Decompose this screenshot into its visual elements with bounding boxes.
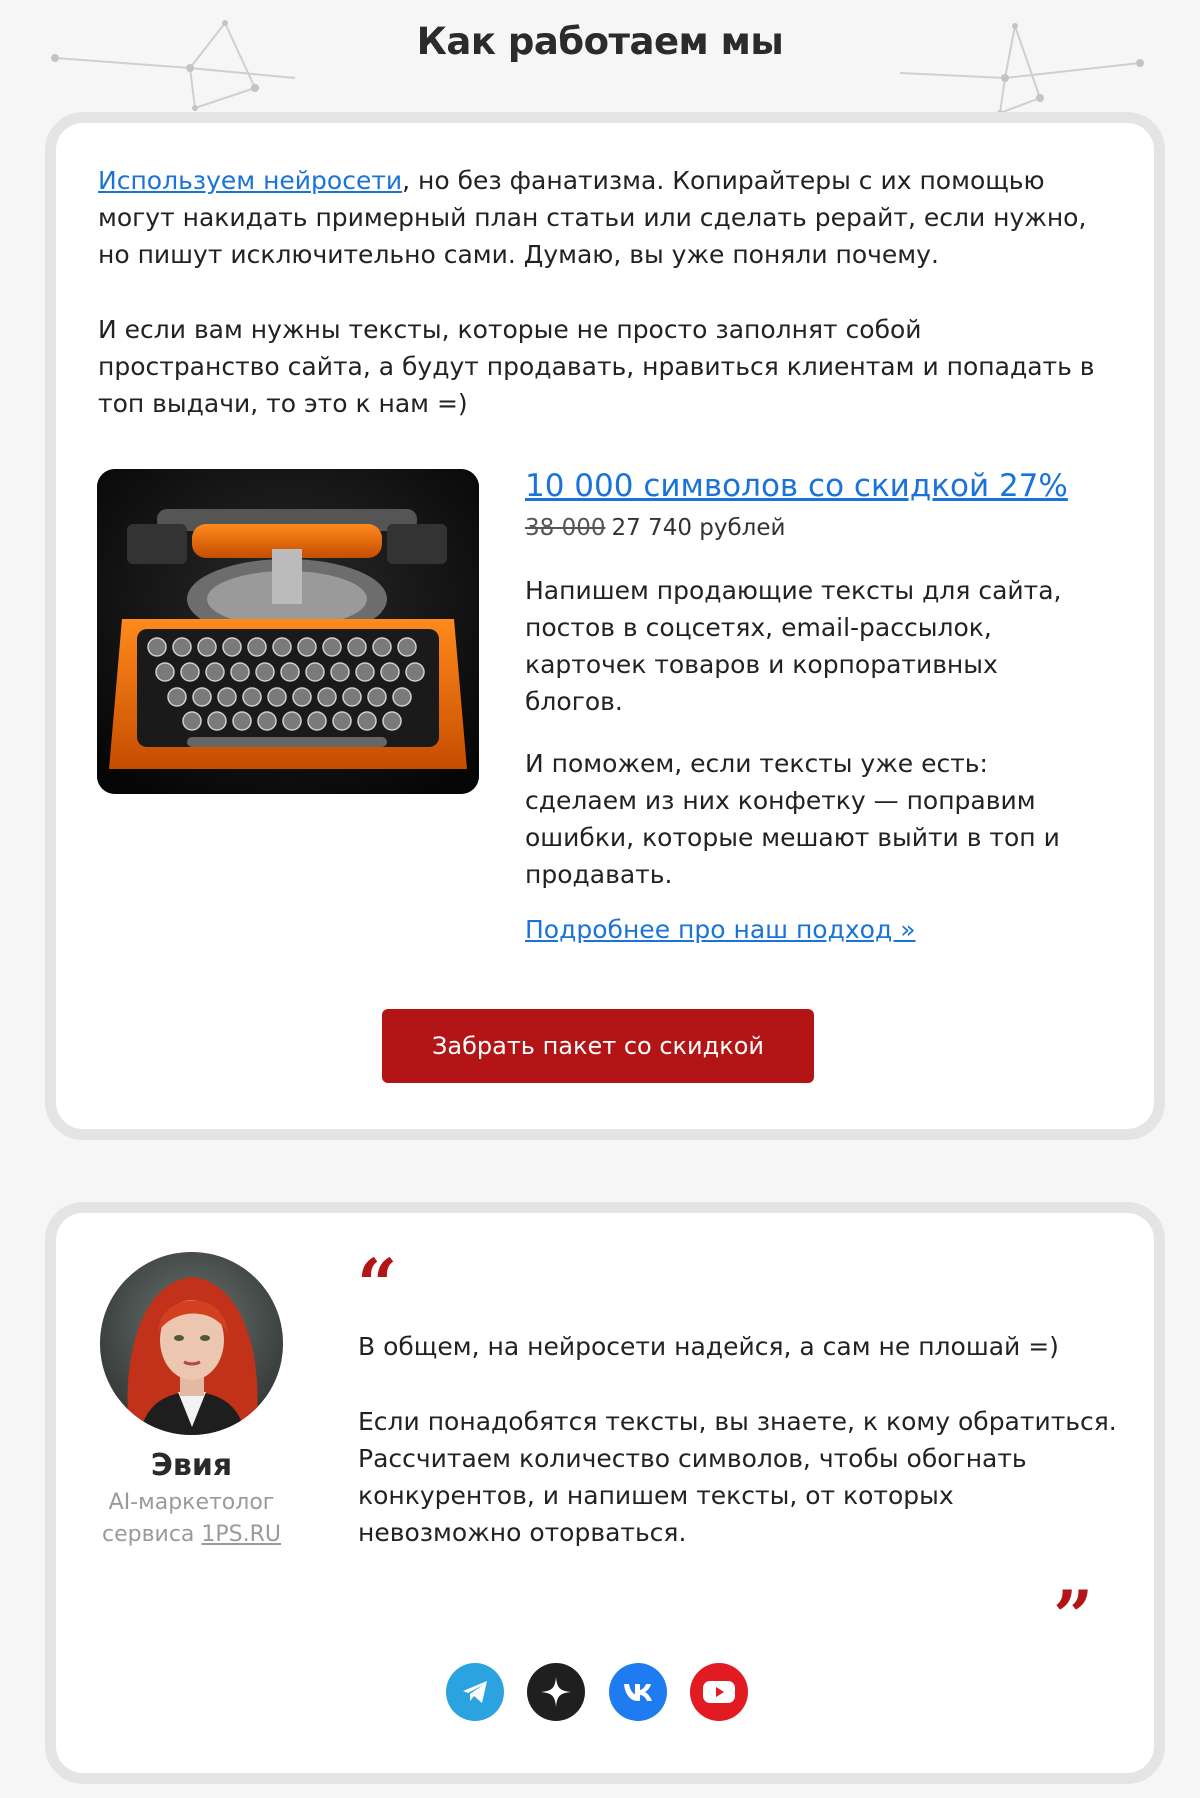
- youtube-icon[interactable]: [690, 1663, 748, 1721]
- new-price: 27 740 рублей: [611, 515, 786, 541]
- get-discount-package-button[interactable]: Забрать пакет со скидкой: [382, 1009, 814, 1083]
- quote-line-1: В общем, на нейросети надейся, а сам не плошай =): [358, 1332, 1059, 1361]
- offer-description-2: И поможем, если тексты уже есть: сделаем из них конфетку — поправим ошибки, которые мешают выйти в топ и продавать.: [525, 749, 1060, 889]
- intro-paragraph-1: [98, 162, 1108, 273]
- price: [525, 515, 785, 541]
- page-title: Как работаем мы: [416, 20, 784, 63]
- open-quote-icon: “: [357, 1243, 398, 1326]
- sparkle-icon[interactable]: [527, 1663, 585, 1721]
- author-role-prefix: сервиса: [101, 1522, 202, 1547]
- telegram-icon[interactable]: [446, 1663, 504, 1721]
- author-role-title: AI-маркетолог: [108, 1490, 275, 1515]
- offer-title-link[interactable]: 10 000 символов со скидкой 27%: [525, 468, 1068, 504]
- offer-description-1: Напишем продающие тексты для сайта, постов в соцсетях, email-рассылок, карточек товаров и корпоративных блогов.: [525, 576, 1062, 716]
- neural-networks-link[interactable]: Используем нейросети: [98, 166, 403, 195]
- intro-paragraph-1-text: , но без фанатизма. Копирайтеры с их помощью могут накидать примерный план статьи или сделать рерайт, если нужно, но пишут исключительно сами. Думаю, вы уже поняли почему.: [98, 166, 1087, 269]
- more-about-approach-link[interactable]: Подробнее про наш подход »: [525, 915, 916, 944]
- close-quote-icon: ”: [1053, 1575, 1094, 1658]
- typewriter-image: [97, 469, 479, 794]
- vk-icon[interactable]: [609, 1663, 667, 1721]
- old-price: 38 000: [525, 515, 606, 541]
- avatar: [100, 1252, 283, 1435]
- author-name: Эвия: [150, 1448, 233, 1483]
- intro-paragraph-2: И если вам нужны тексты, которые не просто заполнят собой пространство сайта, а будут продавать, нравиться клиентам и попадать в топ выдачи, то это к нам =): [98, 315, 1095, 418]
- author-role: [80, 1487, 303, 1551]
- service-link[interactable]: 1PS.RU: [201, 1522, 282, 1547]
- quote-line-2: Если понадобятся тексты, вы знаете, к кому обратиться. Рассчитаем количество символов, чтобы обогнать конкурентов, и напишем тексты, от которых невозможно оторваться.: [358, 1407, 1117, 1547]
